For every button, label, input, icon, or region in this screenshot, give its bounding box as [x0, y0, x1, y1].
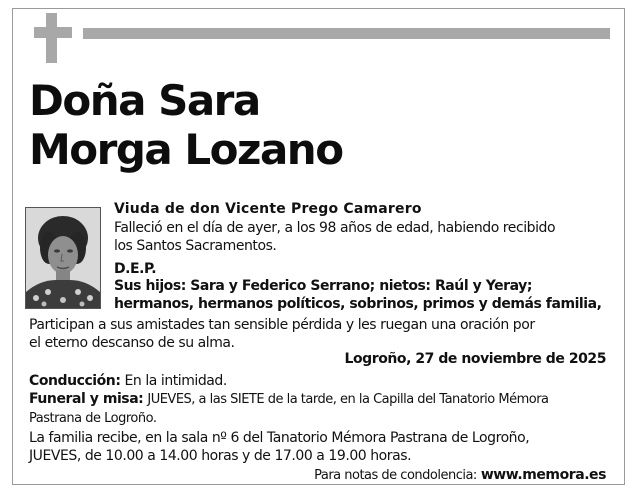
place-date: Logroño, 27 de noviembre de 2025: [344, 351, 606, 367]
funeral-text-line2: Pastrana de Logroño.: [29, 411, 157, 426]
spouse-line: Viuda de don Vicente Prego Camarero: [114, 201, 422, 217]
condolence-line: [314, 467, 606, 484]
funeral-text-line1: JUEVES, a las SIETE de la tarde, en la Capilla del Tanatorio Mémora: [147, 392, 549, 407]
family-line1: Sus hijos: Sara y Federico Serrano; nietos: Raúl y Yeray;: [114, 278, 532, 294]
deceased-name-line1: Doña Sara: [29, 76, 260, 125]
conduccion-line: [29, 373, 227, 390]
invitation-line1: Participan a sus amistades tan sensible pérdida y les ruegan una oración por: [29, 317, 535, 333]
conduccion-value: En la intimidad.: [124, 373, 227, 389]
header-rule: [83, 28, 610, 39]
funeral-label: Funeral y misa:: [29, 391, 144, 407]
conduccion-label: Conducción:: [29, 373, 121, 389]
family-line2: hermanos, hermanos políticos, sobrinos, primos y demás familia,: [114, 296, 602, 312]
condolence-text: Para notas de condolencia:: [314, 468, 477, 483]
reception-line1: La familia recibe, en la sala nº 6 del Tanatorio Mémora Pastrana de Logroño,: [29, 430, 530, 446]
funeral-line1: [29, 391, 549, 408]
invitation-line2: el eterno descanso de su alma.: [29, 335, 235, 351]
deceased-name-line2: Morga Lozano: [29, 125, 343, 174]
reception-line2: JUEVES, de 10.00 a 14.00 horas y de 17.00 a 19.00 horas.: [29, 448, 412, 464]
dep-line: D.E.P.: [114, 261, 157, 277]
deceased-name: [29, 76, 343, 174]
death-text-line1: Falleció en el día de ayer, a los 98 años de edad, habiendo recibido: [114, 220, 556, 236]
condolence-website-link[interactable]: www.memora.es: [480, 467, 606, 483]
cross-horizontal-bar: [34, 27, 72, 38]
cross-vertical-bar: [46, 13, 57, 63]
portrait-image: [26, 208, 100, 308]
deceased-photo: [25, 207, 101, 309]
death-text-line2: los Santos Sacramentos.: [114, 238, 277, 254]
